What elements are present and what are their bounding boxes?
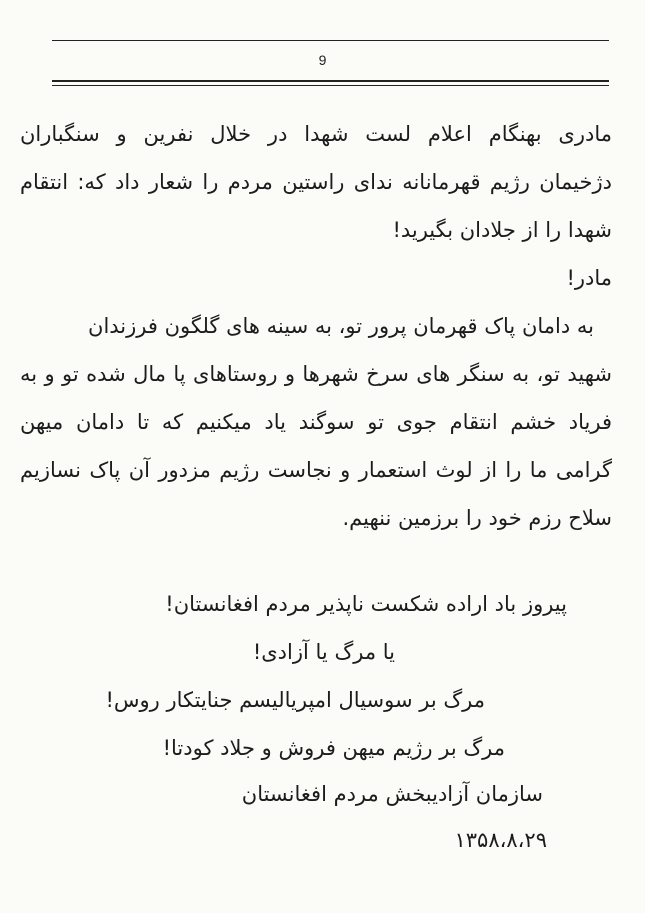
slogan-line: مرگ بر سوسیال امپریالیسم جنایتکار روس! — [105, 688, 485, 712]
paragraph-2-line-5: سلاح رزم خود را برزمین ننهیم. — [342, 506, 612, 530]
paragraph-2-line-3: فریاد خشم انتقام جوی تو سوگند یاد میکنیم که تا دامان میهن — [20, 410, 612, 434]
signature: سازمان آزادیبخش مردم افغانستان — [241, 782, 543, 806]
paragraph-1-line-3: شهدا را از جلادان بگیرید! — [392, 218, 612, 242]
paragraph-1-line-1: مادری بهنگام اعلام لست شهدا در خلال نفرین و سنگباران — [20, 122, 612, 146]
body-text — [20, 0, 612, 913]
address-line: مادر! — [566, 266, 612, 290]
slogan-line: مرگ بر رژیم میهن فروش و جلاد کودتا! — [162, 736, 505, 760]
page-number: 9 — [318, 52, 327, 68]
paragraph-2-line-2: شهید تو، به سنگر های سرخ شهرها و روستاهای پا مال شده تو و به — [20, 362, 612, 386]
slogan-line: یا مرگ یا آزادی! — [252, 640, 395, 664]
date: ۱۳۵۸،۸،۲۹ — [454, 828, 547, 852]
paragraph-2-line-1: به دامان پاک قهرمان پرور تو، به سینه های گلگون فرزندان — [88, 314, 594, 338]
slogan-line: پیروز باد اراده شکست ناپذیر مردم افغانستان! — [165, 592, 567, 616]
paragraph-2-line-4: گرامی ما را از لوث استعمار و نجاست رژیم مزدور آن پاک نسازیم — [20, 458, 612, 482]
paragraph-1-line-2: دژخیمان رژیم قهرمانانه ندای راستین مردم را شعار داد که: انتقام — [20, 170, 612, 194]
